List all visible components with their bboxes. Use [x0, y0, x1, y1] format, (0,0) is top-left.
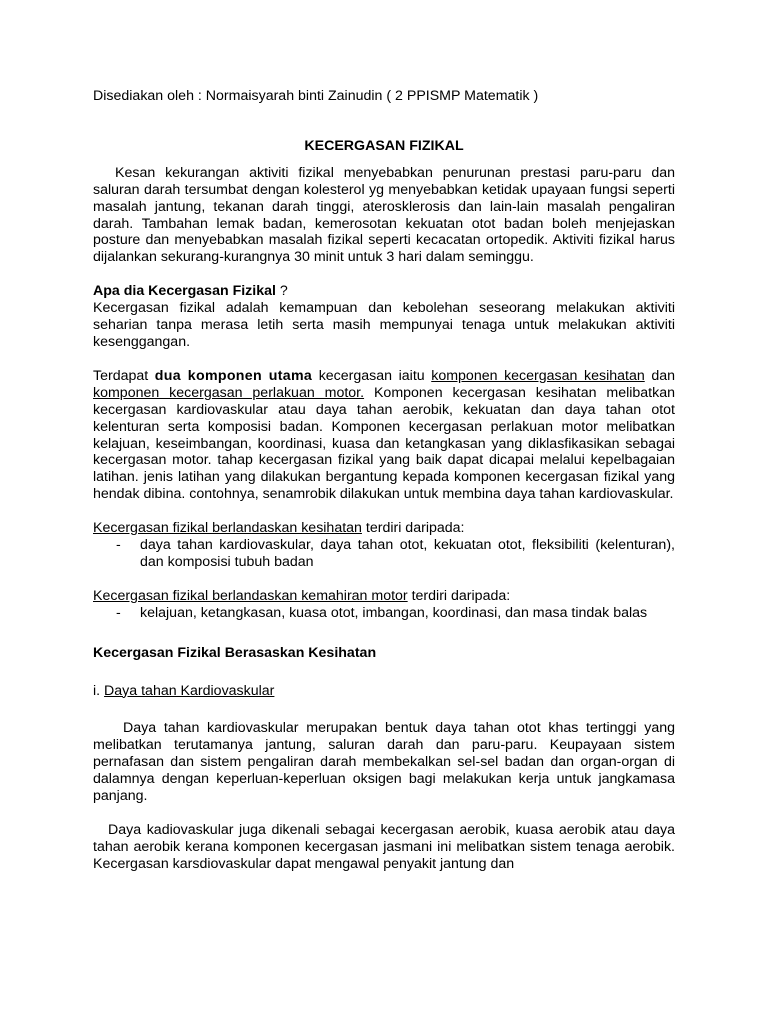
motor-list-suffix: terdiri daripada:	[407, 587, 511, 604]
components-text-4: Komponen kecergasan kesihatan melibatkan kecergasan kardiovaskular atau daya tahan aerobik, kekuatan dan daya tahan otot kelenturan serta komposisi badan. Komponen kecergasan perlakuan motor melibatkan kelajuan, keseimbangan, koordinasi, kuasa dan ketangkasan yang diklasfikasikan sebagai kecergasan motor. tahap kecergasan fizikal yang baik dapat dicapai melalui kepelbagaian latihan. jenis latihan yang dilakukan bergantung kepada komponen kecergasan fizikal yang hendak dibina. contohnya, senamrobik dilakukan untuk membina daya tahan kardiovaskular.	[93, 384, 675, 503]
components-paragraph	[93, 368, 675, 503]
components-text-2: kecergasan iaitu	[312, 367, 432, 384]
subsection-title: Daya tahan Kardiovaskular	[104, 682, 275, 699]
list-item	[93, 605, 675, 622]
health-list-suffix: terdiri daripada:	[361, 520, 465, 537]
subsection-number: i.	[93, 682, 105, 699]
subsection-heading	[93, 683, 675, 700]
definition-heading-line	[93, 283, 675, 300]
health-list-lead	[93, 520, 675, 537]
dash-bullet: -	[116, 537, 121, 554]
list-item	[93, 537, 675, 571]
health-list-label: Kecergasan fizikal berlandaskan kesihatan	[93, 520, 362, 537]
list-item-text: daya tahan kardiovaskular, daya tahan otot, kekuatan otot, fleksibiliti (kelenturan), dan komposisi tubuh badan	[140, 537, 675, 570]
health-components-section	[93, 520, 675, 571]
definition-heading-suffix: ?	[275, 283, 288, 300]
definition-section	[93, 283, 675, 351]
byline: Disediakan oleh : Normaisyarah binti Zainudin ( 2 PPISMP Matematik )	[93, 88, 539, 104]
definition-heading: Apa dia Kecergasan Fizikal	[93, 283, 276, 300]
health-list	[93, 537, 675, 571]
cardio-paragraph-1: Daya tahan kardiovaskular merupakan bentuk daya tahan otot khas tertinggi yang melibatkan terutamanya jantung, saluran darah dan paru-paru. Keupayaan sistem pernafasan dan sistem pengaliran darah membekalkan sel-sel badan dan organ-organ di dalamnya dengan keperluan-keperluan oksigen bagi melakukan kerja untuk jangkamasa panjang.	[93, 720, 675, 805]
definition-paragraph: Kecergasan fizikal adalah kemampuan dan kebolehan seseorang melakukan aktiviti seharian tanpa merasa letih serta masih mempunyai tenaga untuk melakukan aktiviti kesenggangan.	[93, 300, 675, 350]
document-title: KECERGASAN FIZIKAL	[304, 137, 464, 154]
cardio-paragraph-2: Daya kadiovaskular juga dikenali sebagai kecergasan aerobik, kuasa aerobik atau daya tahan aerobik kerana komponen kecergasan jasmani ini melibatkan sistem tenaga aerobik. Kecergasan karsdiovaskular dapat mengawal penyakit jantung dan	[93, 822, 675, 872]
motor-list	[93, 605, 675, 622]
components-underline-motor: komponen kecergasan perlakuan motor.	[93, 384, 365, 401]
components-text-1: Terdapat	[93, 367, 155, 384]
dash-bullet: -	[116, 604, 121, 621]
motor-components-section	[93, 588, 675, 622]
list-item-text: kelajuan, ketangkasan, kuasa otot, imbangan, koordinasi, dan masa tindak balas	[140, 604, 648, 621]
document-body	[93, 88, 675, 873]
components-text-3: dan	[644, 367, 675, 384]
components-bold: dua komponen utama	[154, 367, 313, 384]
section-heading: Kecergasan Fizikal Berasaskan Kesihatan	[93, 644, 377, 661]
motor-list-label: Kecergasan fizikal berlandaskan kemahiran motor	[93, 587, 408, 604]
motor-list-lead	[93, 588, 675, 605]
intro-paragraph: Kesan kekurangan aktiviti fizikal menyebabkan penurunan prestasi paru-paru dan saluran darah tersumbat dengan kolesterol yg menyebabkan ketidak upayaan fungsi seperti masalah jantung, tekanan darah tinggi, aterosklerosis dan lain-lain masalah pengaliran darah. Tambahan lemak badan, kemerosotan kekuatan otot badan boleh menjejaskan posture dan menyebabkan masalah fizikal seperti kecacatan ortopedik. Aktiviti fizikal harus dijalankan sekurang-kurangnya 30 minit untuk 3 hari dalam seminggu.	[93, 164, 675, 266]
components-underline-health: komponen kecergasan kesihatan	[431, 367, 645, 384]
